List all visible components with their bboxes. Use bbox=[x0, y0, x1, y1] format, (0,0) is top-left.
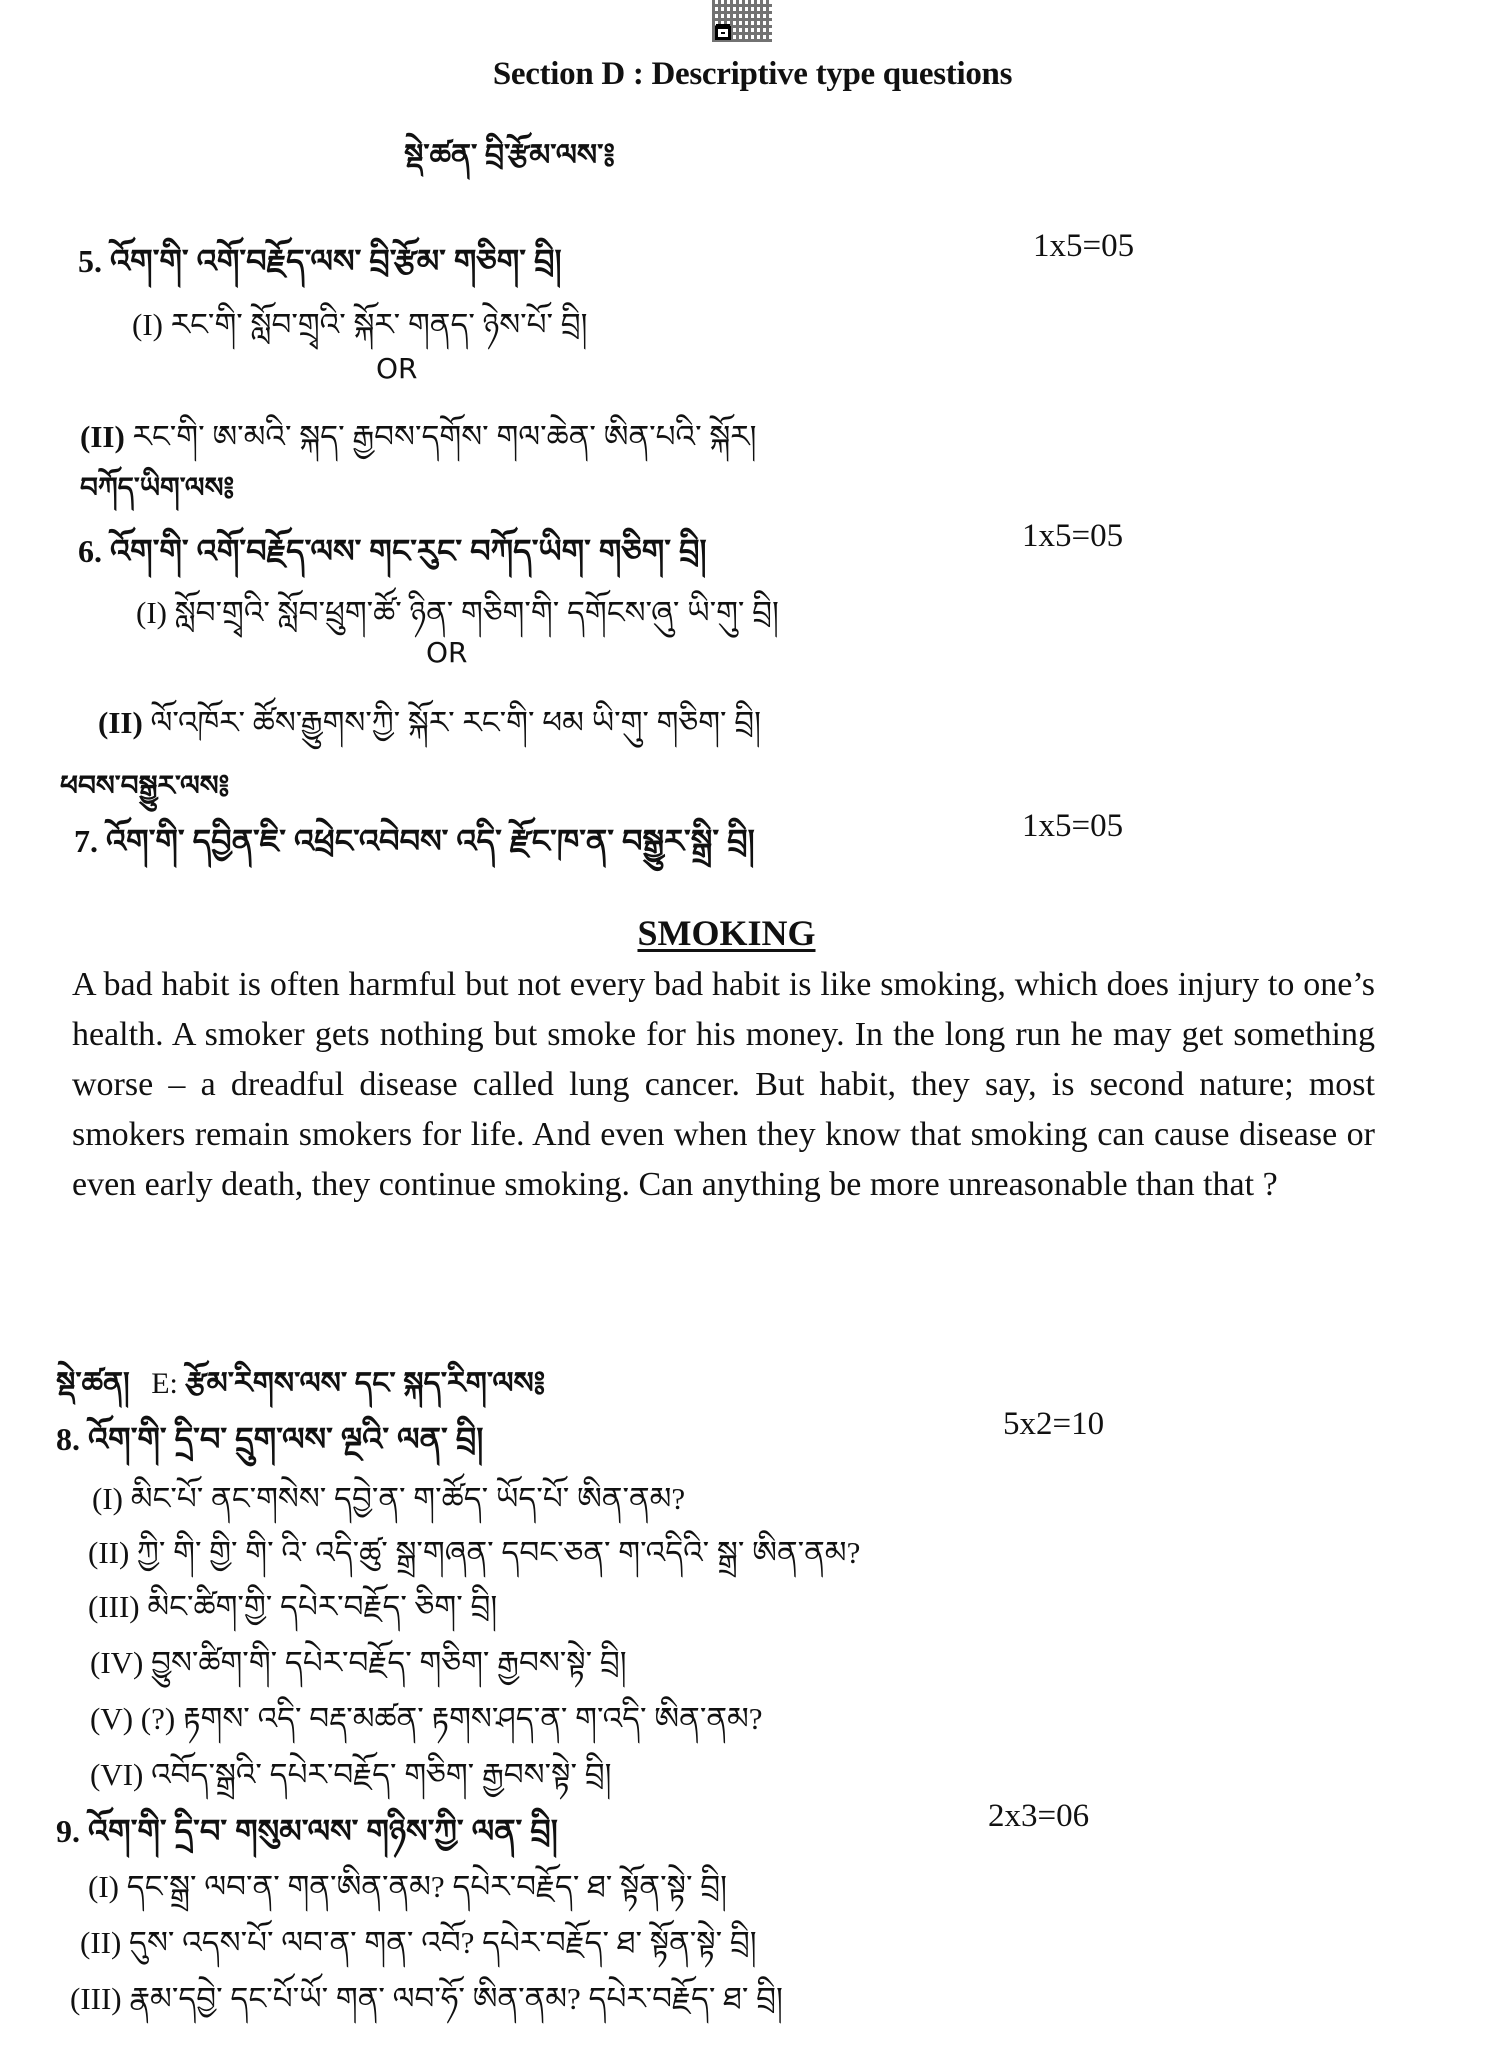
item-text: བྱུས་ཚིག་གི་ དཔེར་བརྗོད་ གཅིག་ རྒྱབས་སྟེ་ བྲི། bbox=[151, 1645, 627, 1680]
question-7-marks: 1x5=05 bbox=[1022, 808, 1124, 844]
question-5: 5. འོག་གི་ འགོ་བརྗོད་ལས་ བྲི་རྩོམ་ གཅིག་ བྲི། bbox=[78, 243, 562, 279]
option-label: (I) bbox=[132, 307, 163, 342]
item-label: (II) bbox=[88, 1535, 130, 1570]
option-text: རང་གི་ སློབ་གྲྭའི་ སྐོར་ གནད་ ཉེས་པོ་ བྲི། bbox=[170, 307, 588, 342]
section-title: Section D : Descriptive type questions bbox=[492, 56, 1013, 92]
item-label: (III) bbox=[88, 1589, 140, 1624]
item-text: དང་སྒྲ་ ལབ་ན་ གན་ཨིན་ནམ? དཔེར་བརྗོད་ ཐ་ སྟོན་སྟེ་ བྲི། bbox=[126, 1869, 728, 1904]
option-label: (II) bbox=[80, 419, 125, 454]
question-9: 9. འོག་གི་ དྲི་བ་ གསུམ་ལས་ གཉིས་ཀྱི་ ལན་ བྲི། bbox=[56, 1813, 558, 1849]
item-text: (?) རྟགས་ འདི་ བརྡ་མཚན་ རྟགས་ཤད་ན་ ག་འདི་ ཨིན་ནམ? bbox=[140, 1701, 763, 1736]
item-text: རྣམ་དབྱེ་ དང་པོ་ཡོ་ གན་ ལབ་ཧོ་ ཨིན་ནམ? དཔེར་བརྗོད་ ཐ་ བྲི། bbox=[129, 1981, 783, 2016]
qr-finder-pattern bbox=[715, 26, 731, 40]
qr-code-icon bbox=[712, 0, 772, 42]
option-text: རང་གི་ ཨ་མའི་ སྐད་ རྒྱབས་དགོས་ གལ་ཆེན་ ཨིན་པའི་ སྐོར། bbox=[132, 419, 757, 454]
item-text: མིང་ཚིག་གྱི་ དཔེར་བརྗོད་ ཅིག་ བྲི། bbox=[147, 1589, 498, 1624]
question-8: 8. འོག་གི་ དྲི་བ་ དྲུག་ལས་ ལྔའི་ ལན་ བྲི། bbox=[56, 1421, 484, 1457]
question-8-marks: 5x2=10 bbox=[1003, 1406, 1105, 1442]
subheader-letter-writing: བཀོད་ཡིག་ལས༔ bbox=[80, 473, 235, 504]
or-separator: OR bbox=[376, 352, 418, 385]
section-e-prefix: སྡེ་ཚན། bbox=[56, 1367, 130, 1400]
option-label: (I) bbox=[136, 595, 167, 630]
question-6-marks: 1x5=05 bbox=[1022, 518, 1124, 554]
item-label: (IV) bbox=[90, 1645, 144, 1680]
question-7: 7. འོག་གི་ དབྱིན་ཇི་ འཕྲེང་འབེབས་ འདི་ རྫོང་ཁ་ན་ བསྒྱུར་སྒྲི་ བྲི། bbox=[74, 823, 755, 859]
section-e-title: རྩོམ་རིགས་ལས་ དང་ སྐད་རིག་ལས༔ bbox=[185, 1367, 546, 1400]
option-text: སློབ་གྲྭའི་ སློབ་ཕྲུག་ཚོ་ ཉིན་ གཅིག་གི་ དགོངས་ཞུ་ ཡི་གུ་ བྲི། bbox=[174, 595, 779, 630]
item-text: འབོད་སྒྲའི་ དཔེར་བརྗོད་ གཅིག་ རྒྱབས་སྟེ་ བྲི། bbox=[151, 1757, 612, 1792]
section-title-tibetan: སྡེ་ཚན་ བྲི་རྩོམ་ལས་༔ bbox=[404, 139, 615, 172]
option-text: ལོ་འཁོར་ ཚོས་རྒྱུགས་ཀྱི་ སྐོར་ རང་གི་ ཕམ ཡི་གུ་ གཅིག་ བྲི། bbox=[150, 705, 762, 740]
passage-title: SMOKING bbox=[637, 913, 816, 953]
item-text: དུས་ འདས་པོ་ ལབ་ན་ གན་ འབོ? དཔེར་བརྗོད་ ཐ་ སྟོན་སྟེ་ བྲི། bbox=[129, 1925, 757, 1960]
item-text: ཀྱི་ གི་ གྱི་ གི་ འི་ འདི་ཚུ་ སྒྲ་གཞན་ དབང་ཅན་ ག་འདིའི་ སྒྲ་ ཨིན་ནམ? bbox=[137, 1535, 861, 1570]
section-e-label: E: bbox=[151, 1367, 178, 1400]
subheader-translation: ཕབས་བསྒྱུར་ལས༔ bbox=[60, 771, 230, 802]
question-6: 6. འོག་གི་ འགོ་བརྗོད་ལས་ གང་རུང་ བཀོད་ཡིག་ གཅིག་ བྲི། bbox=[78, 533, 707, 569]
passage-body: A bad habit is often harmful but not every bad habit is like smoking, which does injury to one’s health. A smoker gets nothing but smoke for his money. In the long run he may get something worse – a dreadful disease called lung cancer. But habit, they say, is second nature; most smokers remain smokers for life. And even when they know that smoking can cause disease or even early death, they continue smoking. Can anything be more unreasonable than that ? bbox=[72, 966, 1375, 1203]
item-label: (I) bbox=[88, 1869, 119, 1904]
item-label: (VI) bbox=[90, 1757, 144, 1792]
option-label: (II) bbox=[98, 705, 143, 740]
item-text: མིང་པོ་ ནང་གསེས་ དབྱེ་ན་ ག་ཚོད་ ཡོད་པོ་ ཨིན་ནམ? bbox=[130, 1481, 686, 1516]
or-separator: OR bbox=[426, 636, 468, 669]
item-label: (I) bbox=[92, 1481, 123, 1516]
item-label: (III) bbox=[70, 1981, 122, 2016]
question-9-item-3 bbox=[70, 1964, 783, 2051]
question-5-option-1 bbox=[132, 290, 588, 377]
question-5-marks: 1x5=05 bbox=[1033, 228, 1135, 264]
question-9-marks: 2x3=06 bbox=[988, 1798, 1090, 1834]
item-label: (II) bbox=[80, 1925, 122, 1960]
item-label: (V) bbox=[90, 1701, 134, 1736]
